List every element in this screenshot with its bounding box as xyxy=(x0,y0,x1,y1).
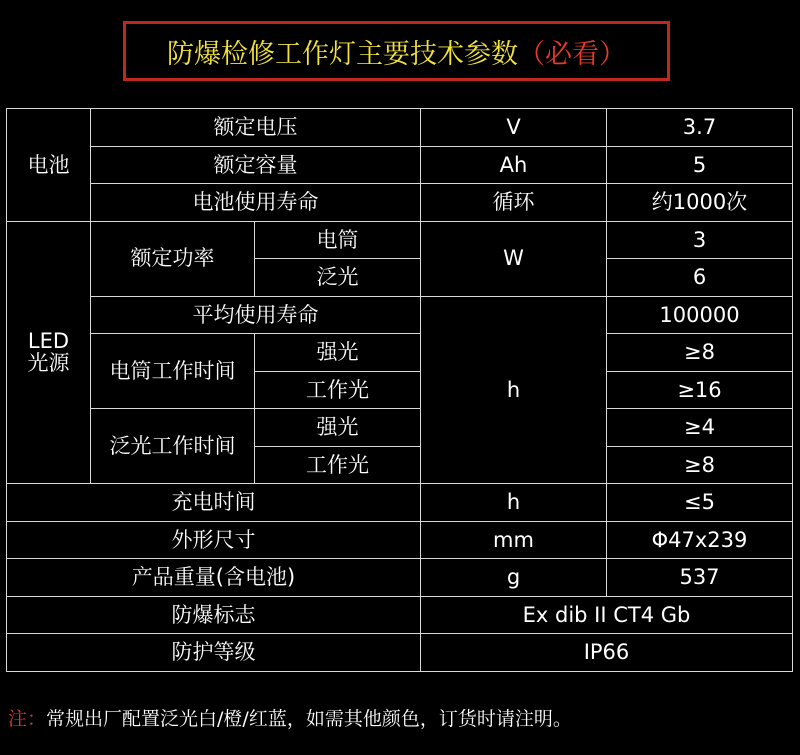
param-value: ≥8 xyxy=(607,334,793,372)
title-note: （必看） xyxy=(518,38,626,70)
param-name: 防爆标志 xyxy=(7,596,421,634)
footnote-text: 常规出厂配置泛光白/橙/红蓝，如需其他颜色，订货时请注明。 xyxy=(46,708,572,730)
param-value: 3.7 xyxy=(607,109,793,147)
table-row xyxy=(7,484,793,522)
table-row xyxy=(7,146,793,184)
table-row xyxy=(7,521,793,559)
param-value: 6 xyxy=(607,259,793,297)
param-unit: h xyxy=(421,484,607,522)
param-value: IP66 xyxy=(421,634,793,672)
param-name: 额定电压 xyxy=(91,109,421,147)
mode-label: 强光 xyxy=(255,409,421,447)
param-name: 产品重量(含电池) xyxy=(7,559,421,597)
param-name: 额定容量 xyxy=(91,146,421,184)
param-name: 防护等级 xyxy=(7,634,421,672)
led-group-label xyxy=(7,221,91,484)
param-unit: V xyxy=(421,109,607,147)
led-label-line1: LED xyxy=(27,329,70,354)
battery-group-label: 电池 xyxy=(7,109,91,222)
param-name: 泛光工作时间 xyxy=(91,409,255,484)
table-row xyxy=(7,634,793,672)
table-row xyxy=(7,596,793,634)
param-name: 外形尺寸 xyxy=(7,521,421,559)
spec-table xyxy=(6,108,793,672)
table-row xyxy=(7,559,793,597)
param-name: 电池使用寿命 xyxy=(91,184,421,222)
param-value: Φ47x239 xyxy=(607,521,793,559)
led-label-line2: 光源 xyxy=(27,351,70,376)
param-value: 5 xyxy=(607,146,793,184)
param-unit: Ah xyxy=(421,146,607,184)
param-value: Ex dib II CT4 Gb xyxy=(421,596,793,634)
mode-label: 工作光 xyxy=(255,371,421,409)
param-unit: 循环 xyxy=(421,184,607,222)
title-banner xyxy=(123,21,670,81)
table-row xyxy=(7,296,793,334)
param-value: ≤5 xyxy=(607,484,793,522)
table-row xyxy=(7,184,793,222)
table-row xyxy=(7,109,793,147)
param-unit: W xyxy=(421,221,607,296)
footnote xyxy=(8,704,572,731)
param-name: 平均使用寿命 xyxy=(91,296,421,334)
param-unit: h xyxy=(421,296,607,484)
param-value: ≥8 xyxy=(607,446,793,484)
table-row xyxy=(7,221,793,259)
param-unit: g xyxy=(421,559,607,597)
param-name: 电筒工作时间 xyxy=(91,334,255,409)
param-value: 约1000次 xyxy=(607,184,793,222)
mode-label: 强光 xyxy=(255,334,421,372)
param-value: 537 xyxy=(607,559,793,597)
param-value: ≥4 xyxy=(607,409,793,447)
mode-label: 电筒 xyxy=(255,221,421,259)
param-value: ≥16 xyxy=(607,371,793,409)
mode-label: 泛光 xyxy=(255,259,421,297)
param-value: 100000 xyxy=(607,296,793,334)
mode-label: 工作光 xyxy=(255,446,421,484)
table-row xyxy=(7,334,793,372)
param-name: 充电时间 xyxy=(7,484,421,522)
table-row xyxy=(7,409,793,447)
title-text: 防爆检修工作灯主要技术参数 xyxy=(167,38,518,70)
param-unit: mm xyxy=(421,521,607,559)
param-value: 3 xyxy=(607,221,793,259)
param-name: 额定功率 xyxy=(91,221,255,296)
footnote-tag: 注： xyxy=(8,708,47,730)
